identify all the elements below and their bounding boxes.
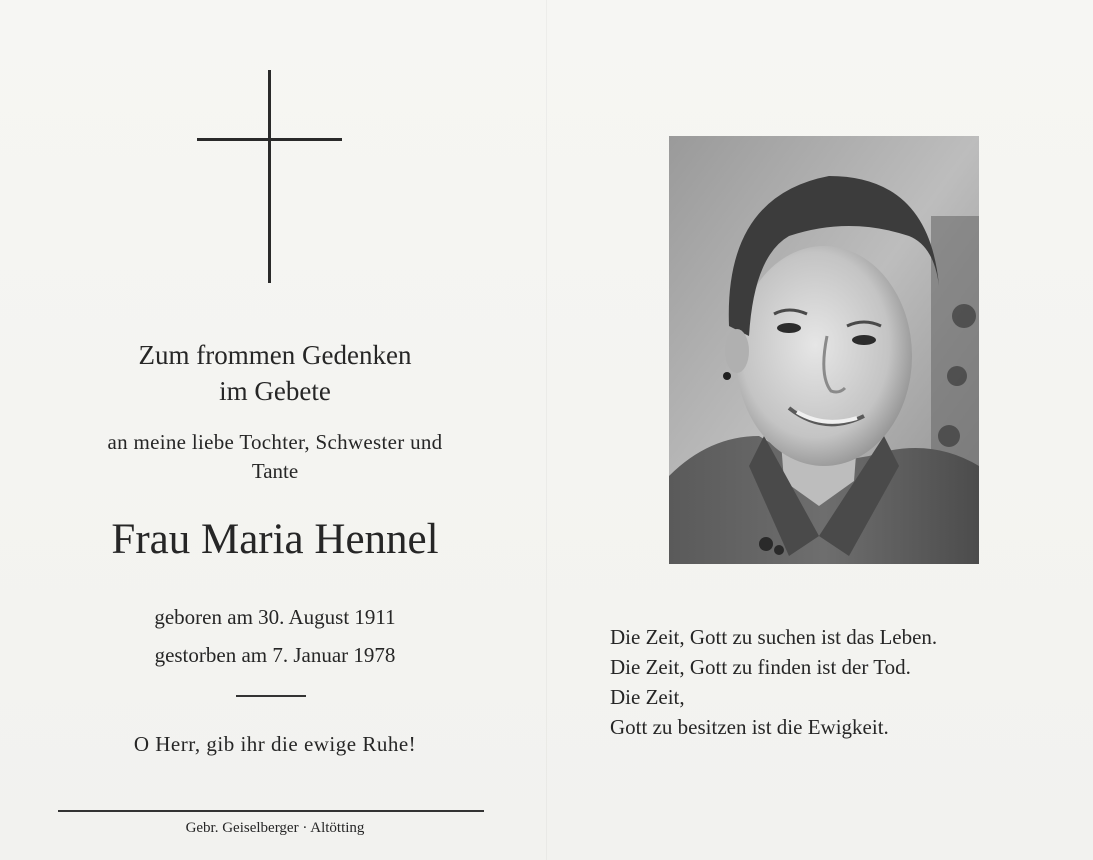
portrait-photo-icon [669, 136, 979, 564]
printer-imprint: Gebr. Geiselberger · Altötting [185, 820, 365, 836]
cross-horizontal-bar [197, 138, 342, 141]
footer-divider [58, 810, 484, 812]
poem-line-2: Die Zeit, Gott zu finden ist der Tod. [610, 655, 911, 679]
relation-line-1: an meine liebe Tochter, Schwester und [107, 430, 443, 454]
prayer-text: O Herr, gib ihr die ewige Ruhe! [133, 732, 417, 756]
poem-line-1: Die Zeit, Gott zu suchen ist das Leben. [610, 625, 938, 649]
heading-line-1: Zum frommen Gedenken [138, 340, 412, 370]
poem-line-4: Gott zu besitzen ist die Ewigkeit. [610, 715, 889, 739]
poem-line-3: Die Zeit, [610, 685, 685, 709]
cross-vertical-bar [268, 70, 271, 283]
card-fold [546, 0, 547, 860]
heading-line-2: im Gebete [219, 376, 331, 406]
deceased-name: Frau Maria Hennel [111, 516, 439, 563]
birth-date: geboren am 30. August 1911 [154, 605, 396, 629]
death-date: gestorben am 7. Januar 1978 [154, 643, 396, 667]
relation-line-2: Tante [251, 459, 299, 483]
short-divider [236, 695, 306, 697]
